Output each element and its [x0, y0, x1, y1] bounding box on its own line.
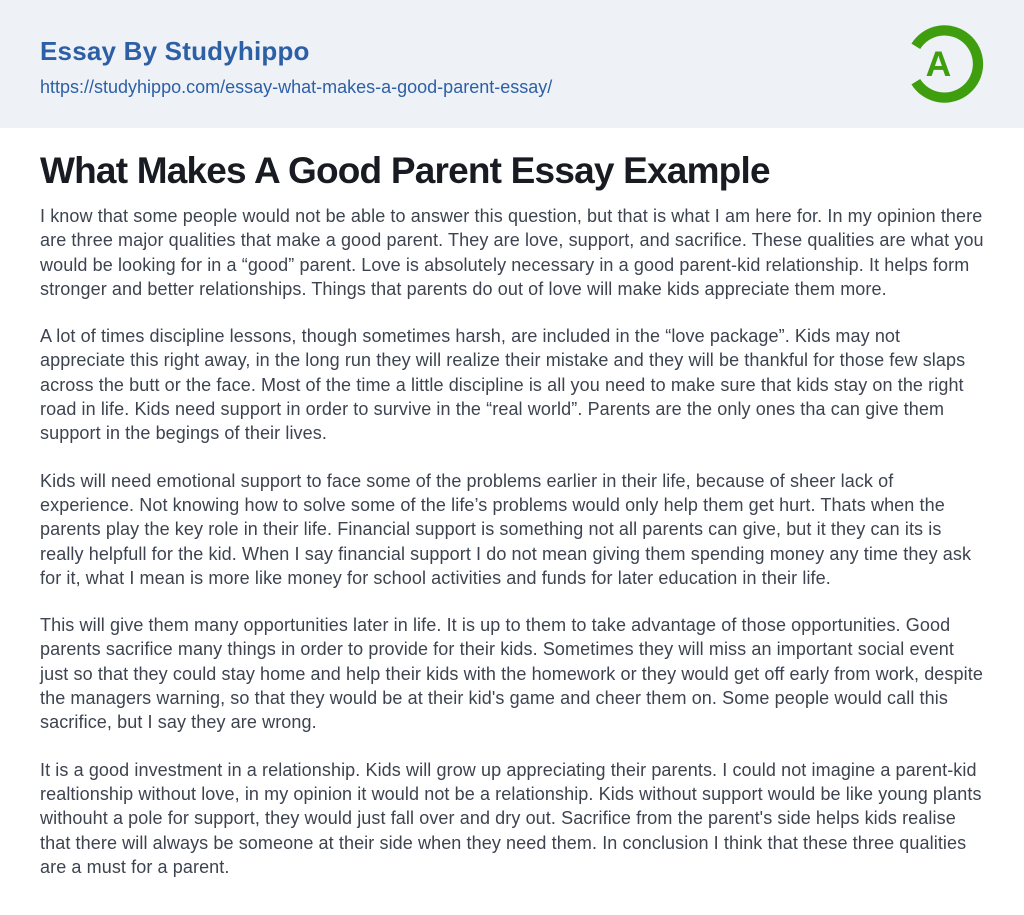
essay-article: [0, 128, 1024, 879]
essay-paragraph: I know that some people would not be able to answer this question, but that is what I am here for. In my opinion there are three major qualities that make a good parent. They are love, support, and sacrifice. These qualities are what you would be looking for in a “good” parent. Love is absolutely necessary in a good parent-kid relationship. It helps form stronger and better relationships. Things that parents do out of love will make kids appreciate them more.: [40, 206, 984, 299]
essay-paragraph: A lot of times discipline lessons, though sometimes harsh, are included in the “love package”. Kids may not appreciate this right away, in the long run they will realize their mistake and they will be thankful for those few slaps across the butt or the face. Most of the time a little discipline is all you need to make sure that kids stay on the right road in life. Kids need support in order to survive in the “real world”. Parents are the only ones tha can give them support in the begings of their lives.: [40, 326, 966, 444]
essay-body: [40, 204, 984, 879]
logo-letter: A: [925, 44, 952, 85]
essay-paragraph: This will give them many opportunities later in life. It is up to them to take advantage of those opportunities. Good parents sacrifice many things in order to provide for their kids. Sometimes they will miss an important social event just so that they could stay home and help their kids with the homework or they would get off early from work, despite the managers warning, so that they would be at their kid's game and cheer them on. Some people would call this sacrifice, but I say they are wrong.: [40, 615, 983, 733]
header-text-block: [40, 30, 552, 98]
essay-paragraph: It is a good investment in a relationship. Kids will grow up appreciating their parents. I could not imagine a parent-kid realtionship without love, in my opinion it would not be a relationship. Kids without support would be like young plants withouht a pole for support, they would just fall over and dry out. Sacrifice from the parent's side helps kids realise that there will always be someone at their side when they need them. In conclusion I think that these three qualities are a must for a parent.: [40, 759, 982, 877]
essay-title: What Makes A Good Parent Essay Example: [40, 150, 770, 191]
site-attribution-label: Essay By Studyhippo: [40, 36, 310, 66]
essay-paragraph: Kids will need emotional support to face some of the problems earlier in their life, because of sheer lack of experience. Not knowing how to solve some of the life’s problems would only help them get hurt. Thats when the parents play the key role in their life. Financial support is something not all parents can give, but it they can its is really helpfull for the kid. When I say financial support I do not mean giving them spending money any time they ask for it, what I mean is more like money for school activities and funds for later education in their life.: [40, 470, 972, 588]
page-header: [0, 0, 1024, 128]
studyhippo-logo-icon: [902, 22, 986, 106]
source-url-link[interactable]: https://studyhippo.com/essay-what-makes-a-good-parent-essay/: [40, 77, 553, 97]
